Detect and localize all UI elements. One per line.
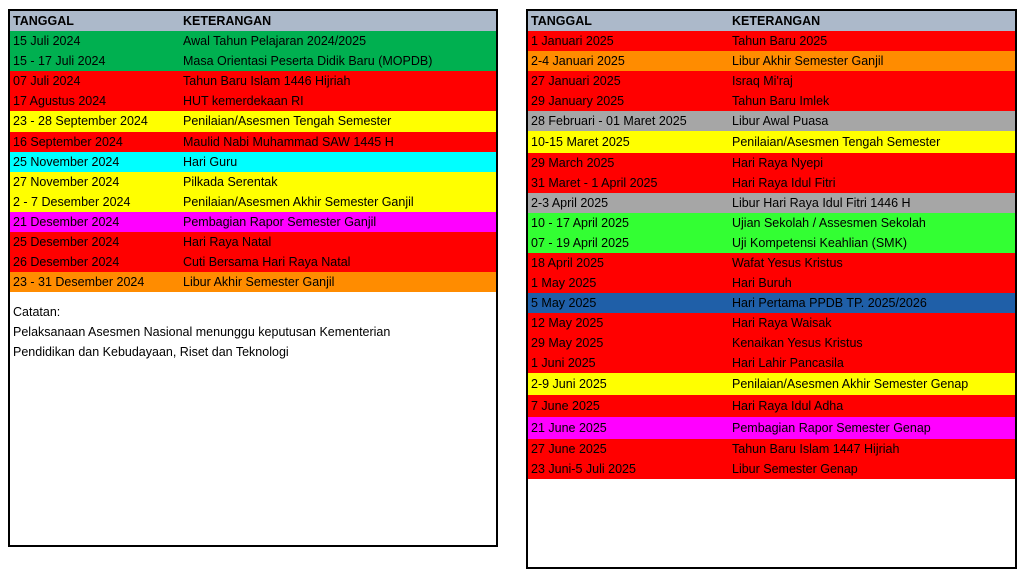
notes-line-1: Pelaksanaan Asesmen Nasional menunggu keputusan Kementerian	[13, 325, 391, 340]
row-date: 16 September 2024	[13, 134, 123, 149]
row-date: 10 - 17 April 2025	[531, 216, 629, 230]
table-row	[528, 51, 1015, 71]
row-description: Cuti Bersama Hari Raya Natal	[183, 255, 351, 270]
row-description: Penilaian/Asesmen Tengah Semester	[732, 135, 941, 149]
table-header	[10, 11, 496, 31]
row-description: Hari Lahir Pancasila	[732, 356, 844, 370]
row-date: 07 Juli 2024	[13, 74, 81, 89]
table-body	[10, 31, 496, 292]
table-row	[10, 172, 496, 192]
header-description: KETERANGAN	[183, 14, 272, 28]
calendar-table-2025	[526, 9, 1017, 569]
table-row	[10, 71, 496, 91]
header-date: TANGGAL	[531, 14, 592, 28]
row-date: 17 Agustus 2024	[13, 94, 107, 109]
row-date: 27 November 2024	[13, 174, 120, 189]
table-row	[10, 252, 496, 272]
table-header	[528, 11, 1015, 31]
row-date: 28 Februari - 01 Maret 2025	[531, 114, 687, 128]
row-description: Libur Akhir Semester Ganjil	[183, 275, 335, 290]
table-row	[528, 111, 1015, 131]
table-body	[528, 31, 1015, 479]
row-date: 29 January 2025	[531, 94, 625, 108]
row-description: Pembagian Rapor Semester Genap	[732, 421, 931, 435]
row-description: Israq Mi'raj	[732, 74, 793, 88]
row-description: Tahun Baru Islam 1446 Hijriah	[183, 74, 351, 89]
row-date: 21 Desember 2024	[13, 214, 120, 229]
row-date: 1 Juni 2025	[531, 356, 596, 370]
row-date: 1 May 2025	[531, 276, 597, 290]
row-description: Awal Tahun Pelajaran 2024/2025	[183, 34, 367, 49]
row-description: Hari Raya Natal	[183, 235, 272, 250]
table-row	[528, 153, 1015, 173]
row-description: Libur Awal Puasa	[732, 114, 829, 128]
table-row	[528, 273, 1015, 293]
table-row	[528, 31, 1015, 51]
header-date: TANGGAL	[13, 14, 74, 28]
table-row	[10, 91, 496, 111]
table-row	[528, 131, 1015, 153]
row-date: 2-3 April 2025	[531, 196, 609, 210]
row-date: 26 Desember 2024	[13, 255, 120, 270]
row-date: 25 Desember 2024	[13, 235, 120, 250]
notes-title: Catatan:	[13, 305, 61, 320]
table-row	[528, 71, 1015, 91]
table-row	[528, 395, 1015, 417]
row-description: Pembagian Rapor Semester Ganjil	[183, 214, 377, 229]
table-row	[528, 293, 1015, 313]
row-date: 18 April 2025	[531, 256, 604, 270]
table-row	[10, 272, 496, 292]
row-date: 7 June 2025	[531, 399, 600, 413]
table-row	[528, 173, 1015, 193]
table-row	[528, 193, 1015, 213]
row-date: 12 May 2025	[531, 316, 604, 330]
row-date: 21 June 2025	[531, 421, 607, 435]
row-description: Pilkada Serentak	[183, 174, 278, 189]
row-description: HUT kemerdekaan RI	[183, 94, 304, 109]
row-date: 29 May 2025	[531, 336, 604, 350]
row-date: 10-15 Maret 2025	[531, 135, 630, 149]
row-description: Hari Raya Nyepi	[732, 156, 824, 170]
row-description: Maulid Nabi Muhammad SAW 1445 H	[183, 134, 394, 149]
table-row	[10, 232, 496, 252]
row-date: 07 - 19 April 2025	[531, 236, 629, 250]
table-row	[10, 192, 496, 212]
row-description: Tahun Baru Imlek	[732, 94, 830, 108]
table-row	[528, 313, 1015, 333]
row-description: Tahun Baru Islam 1447 Hijriah	[732, 442, 900, 456]
table-row	[528, 439, 1015, 459]
notes-line-2: Pendidikan dan Kebudayaan, Riset dan Teknologi	[13, 345, 289, 360]
row-date: 27 Januari 2025	[531, 74, 621, 88]
row-description: Uji Kompetensi Keahlian (SMK)	[732, 236, 908, 250]
row-description: Hari Raya Waisak	[732, 316, 832, 330]
row-description: Hari Raya Idul Fitri	[732, 176, 836, 190]
row-date: 25 November 2024	[13, 154, 120, 169]
table-row	[528, 233, 1015, 253]
table-row	[10, 111, 496, 131]
table-row	[10, 31, 496, 51]
row-description: Hari Pertama PPDB TP. 2025/2026	[732, 296, 927, 310]
table-row	[528, 333, 1015, 353]
row-date: 2-4 Januari 2025	[531, 54, 625, 68]
table-row	[528, 91, 1015, 111]
row-date: 23 Juni-5 Juli 2025	[531, 462, 636, 476]
table-row	[528, 253, 1015, 273]
row-description: Ujian Sekolah / Assesmen Sekolah	[732, 216, 926, 230]
row-description: Penilaian/Asesmen Akhir Semester Genap	[732, 377, 969, 391]
row-date: 27 June 2025	[531, 442, 607, 456]
row-description: Kenaikan Yesus Kristus	[732, 336, 863, 350]
row-description: Libur Hari Raya Idul Fitri 1446 H	[732, 196, 911, 210]
row-date: 31 Maret - 1 April 2025	[531, 176, 658, 190]
row-date: 2 - 7 Desember 2024	[13, 194, 131, 209]
table-row	[10, 152, 496, 172]
row-date: 23 - 28 September 2024	[13, 114, 148, 129]
header-description: KETERANGAN	[732, 14, 821, 28]
table-row	[528, 459, 1015, 479]
row-description: Wafat Yesus Kristus	[732, 256, 843, 270]
table-row	[528, 213, 1015, 233]
row-date: 2-9 Juni 2025	[531, 377, 607, 391]
calendar-table-2024	[8, 9, 498, 547]
table-row	[528, 417, 1015, 439]
row-description: Libur Akhir Semester Ganjil	[732, 54, 884, 68]
row-date: 23 - 31 Desember 2024	[13, 275, 145, 290]
row-date: 29 March 2025	[531, 156, 615, 170]
row-description: Tahun Baru 2025	[732, 34, 828, 48]
row-description: Penilaian/Asesmen Akhir Semester Ganjil	[183, 194, 414, 209]
table-row	[10, 212, 496, 232]
table-row	[528, 353, 1015, 373]
row-description: Masa Orientasi Peserta Didik Baru (MOPDB)	[183, 54, 433, 69]
row-date: 15 - 17 Juli 2024	[13, 54, 106, 69]
table-row	[528, 373, 1015, 395]
table-row	[10, 132, 496, 152]
row-description: Hari Raya Idul Adha	[732, 399, 844, 413]
row-date: 1 Januari 2025	[531, 34, 614, 48]
row-description: Penilaian/Asesmen Tengah Semester	[183, 114, 392, 129]
table-row	[10, 51, 496, 71]
row-date: 5 May 2025	[531, 296, 597, 310]
row-date: 15 Juli 2024	[13, 34, 81, 49]
row-description: Hari Buruh	[732, 276, 792, 290]
row-description: Hari Guru	[183, 154, 238, 169]
row-description: Libur Semester Genap	[732, 462, 858, 476]
notes	[10, 292, 496, 366]
